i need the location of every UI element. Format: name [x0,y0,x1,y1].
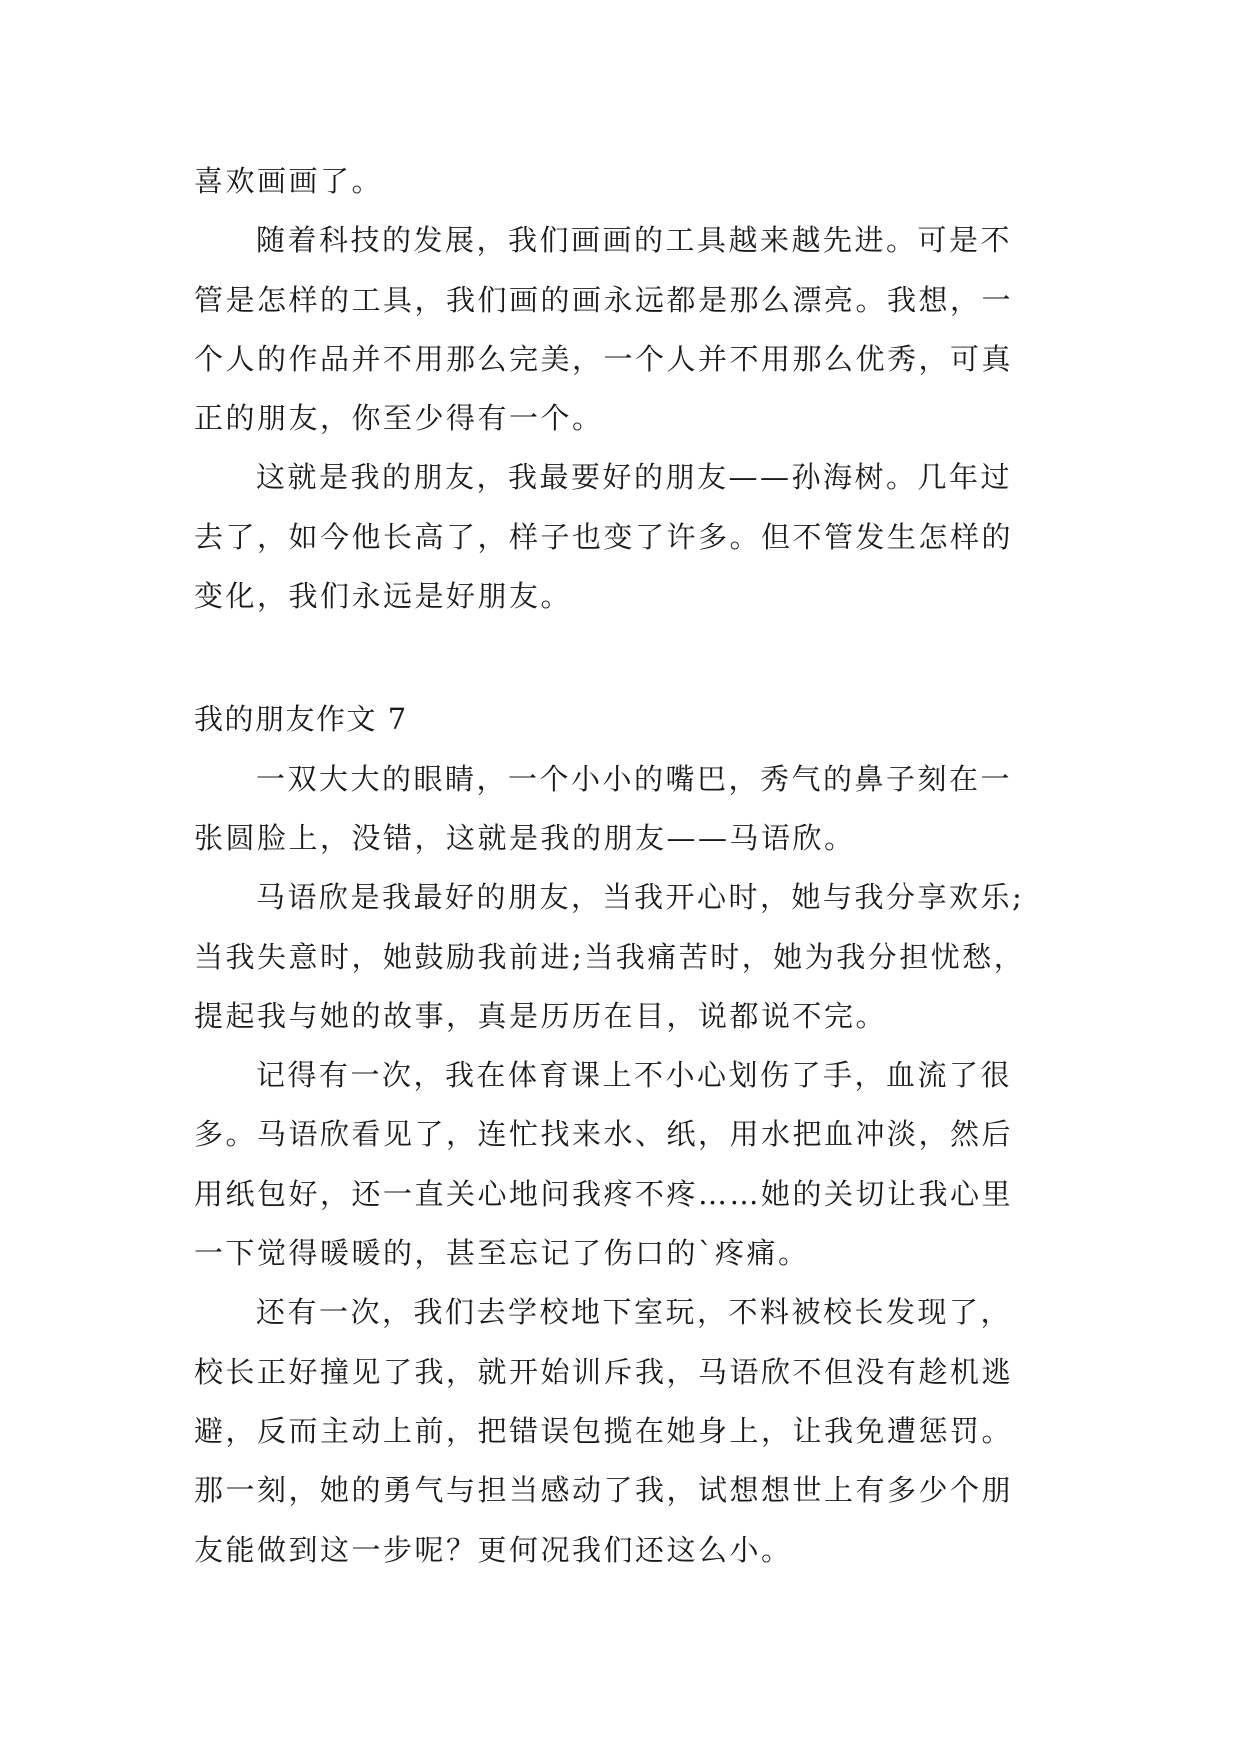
section-spacer [194,626,1074,690]
section-heading [194,690,1074,749]
text-line: 马语欣是我最好的朋友，当我开心时，她与我分享欢乐; [256,880,1025,915]
text-line: 变化，我们永远是好朋友。 [194,579,573,614]
text-line: 一下觉得暖暖的，甚至忘记了伤口的`疼痛。 [194,1236,810,1271]
text-line: 当我失意时，她鼓励我前进;当我痛苦时，她为我分担忧愁， [194,939,1026,974]
paragraph [194,1046,1074,1283]
paragraph [194,1283,1074,1579]
text-line: 校长正好撞见了我，就开始训斥我，马语欣不但没有趁机逃 [194,1354,1014,1389]
text-line: 友能做到这一步呢？更何况我们还这么小。 [194,1532,793,1567]
paragraph [194,750,1074,869]
paragraph [194,152,1074,211]
text-line: 喜欢画画了。 [194,164,384,198]
text-line: 一双大大的眼睛，一个小小的嘴巴，秀气的鼻子刻在一 [256,761,1013,796]
document-body [194,152,1074,1580]
text-line: 正的朋友，你至少得有一个。 [194,401,604,436]
text-line: 还有一次，我们去学校地下室玩，不料被校长发现了， [256,1295,1013,1330]
text-line: 张圆脸上，没错，这就是我的朋友——马语欣。 [194,820,856,855]
text-line: 用纸包好，还一直关心地问我疼不疼……她的关切让我心里 [194,1176,1014,1211]
text-line: 记得有一次，我在体育课上不小心划伤了手，血流了很 [256,1058,1013,1093]
paragraph [194,211,1074,448]
paragraph [194,448,1074,626]
text-line: 管是怎样的工具，我们画的画永远都是那么漂亮。我想，一 [194,282,1014,317]
essay-title: 我的朋友作文 7 [194,702,408,737]
text-line: 避，反而主动上前，把错误包揽在她身上，让我免遭惩罚。 [194,1413,1014,1448]
paragraph [194,868,1074,1046]
text-line: 个人的作品并不用那么完美，一个人并不用那么优秀，可真 [194,341,1014,376]
text-line: 去了，如今他长高了，样子也变了许多。但不管发生怎样的 [194,519,1014,554]
text-line: 多。马语欣看见了，连忙找来水、纸，用水把血冲淡，然后 [194,1117,1014,1152]
text-line: 提起我与她的故事，真是历历在目，说都说不完。 [194,998,888,1033]
text-line: 这就是我的朋友，我最要好的朋友——孙海树。几年过 [256,460,1013,495]
text-line: 那一刻，她的勇气与担当感动了我，试想想世上有多少个朋 [194,1473,1014,1508]
text-line: 随着科技的发展，我们画画的工具越来越先进。可是不 [256,223,1013,258]
